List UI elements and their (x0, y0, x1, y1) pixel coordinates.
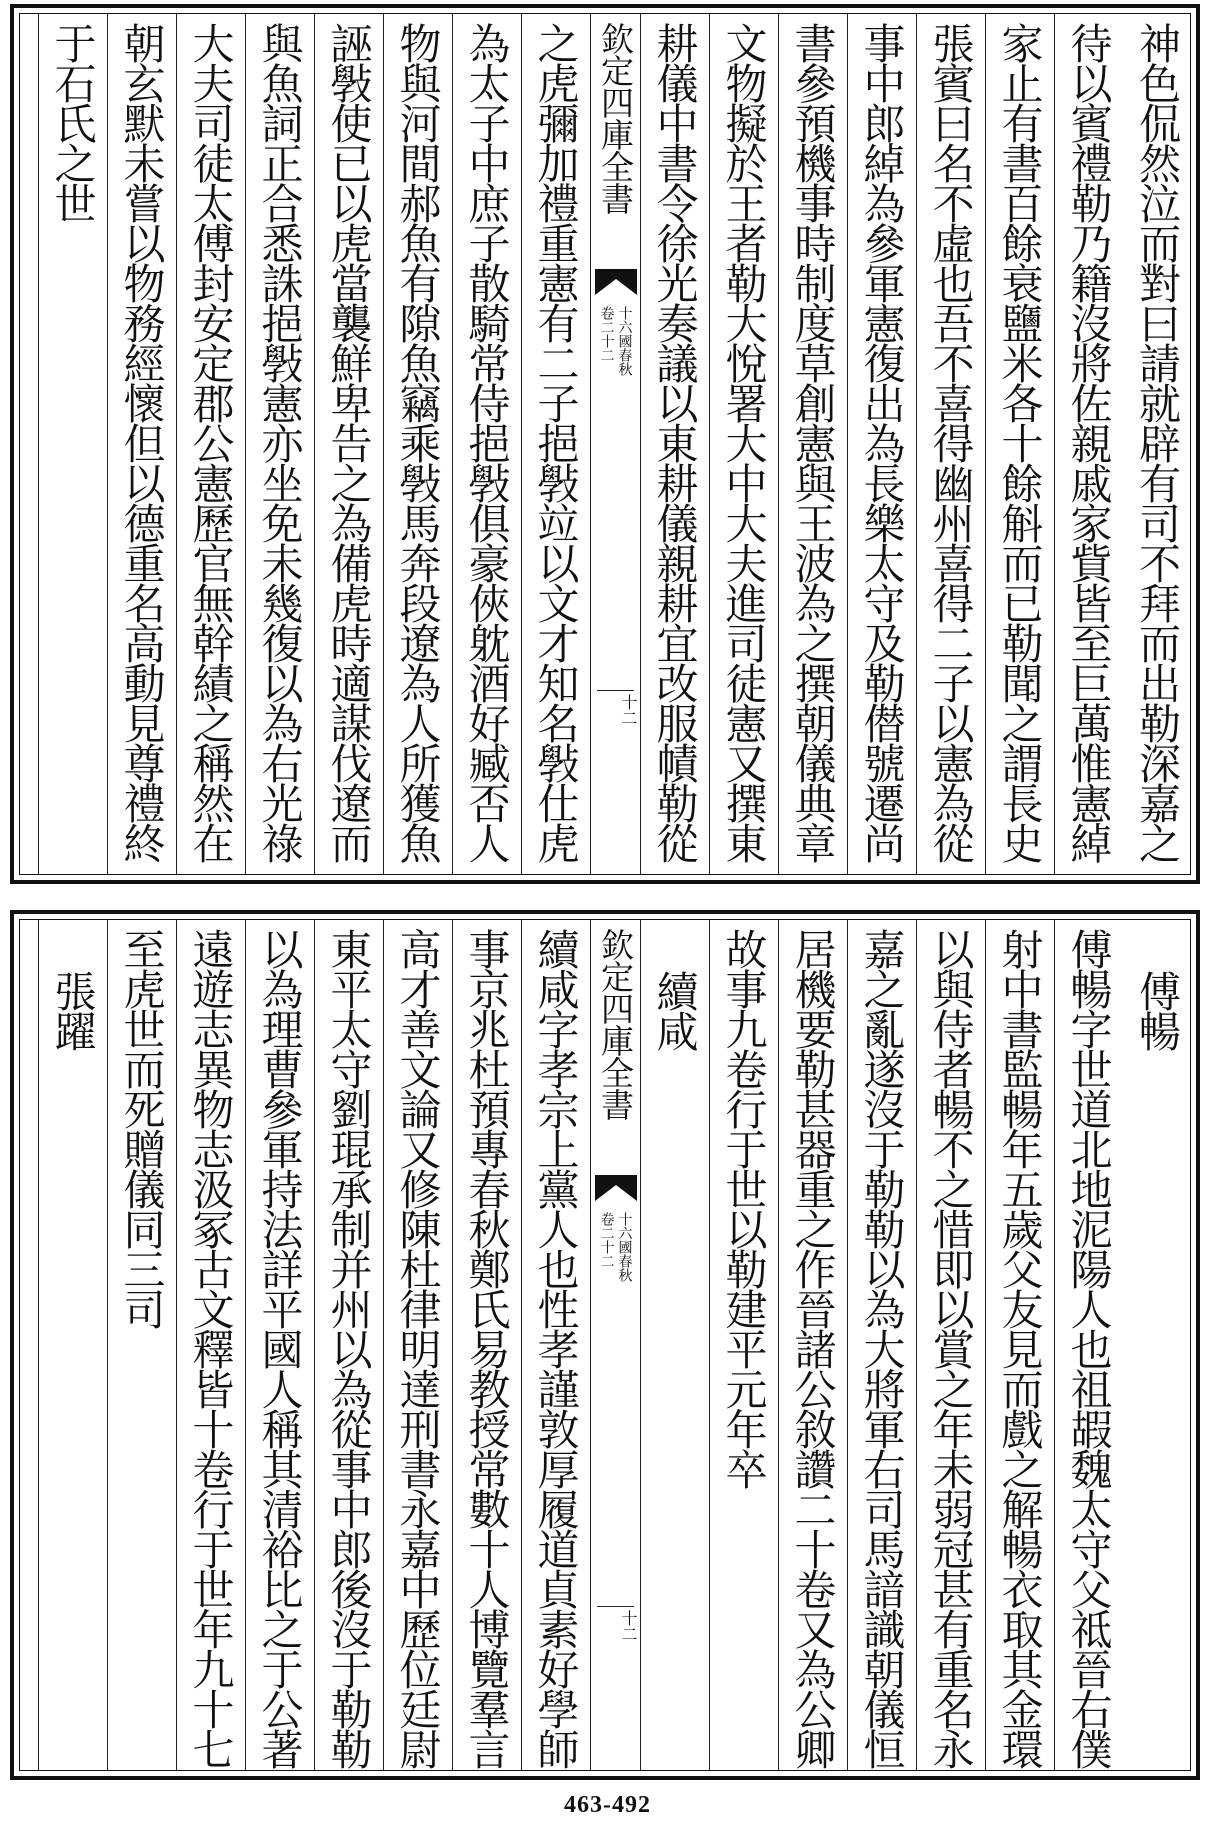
center-spine (590, 14, 640, 874)
folio-divider (597, 690, 634, 691)
text-column: 為太子中庶子散騎常侍挹斅俱豪俠躭酒好臧否人 (452, 14, 521, 874)
text-column: 與魚詞正合悉誅挹斅憲亦坐免未幾復以為右光祿 (245, 14, 314, 874)
book-title: 十六國春秋 (616, 306, 633, 376)
text-column: 誣斅使已以虎當襲鮮卑告之為備虎時適謀伐遼而 (314, 14, 383, 874)
text-column: 以與侍者暢不之惜即以賞之年未弱冠甚有重名永 (916, 920, 985, 1770)
library-title: 欽定四庫全書 (596, 22, 635, 214)
folio-number: 十二 (619, 694, 638, 726)
section-heading: 張躍 (38, 920, 107, 1770)
text-column: 待以賓禮勒乃籍沒將佐親戚家貲皆至巨萬惟憲綽 (1054, 14, 1123, 874)
text-column: 物與河間郝魚有隙魚竊乘斅馬奔段遼為人所獲魚 (383, 14, 452, 874)
fish-tail-ornament-icon (595, 1175, 637, 1201)
text-column: 耕儀中書令徐光奏議以東耕儀親耕宜改服幘勒從 (640, 14, 709, 874)
text-column: 居機要勒甚器重之作晉諸公敘讚二十卷又為公卿 (778, 920, 847, 1770)
volume-label: 卷二十二 (598, 1212, 615, 1268)
text-column: 射中書監暢年五歲父友見而戲之解暢衣取其金環 (985, 920, 1054, 1770)
text-column: 遠遊志異物志汲冢古文釋皆十卷行于世年九十七 (176, 920, 245, 1770)
section-heading: 傅暢 (1133, 970, 1182, 1050)
top-page-frame (19, 13, 1191, 875)
book-subtitle (594, 1212, 637, 1282)
text-column: 以為理曹參軍持法詳平國人稱其清裕比之于公著 (245, 920, 314, 1770)
bottom-page (10, 910, 1200, 1780)
top-page (10, 4, 1200, 884)
text-column: 東平太守劉琨承制并州以為從事中郎後沒于勒勒 (314, 920, 383, 1770)
text-column: 高才善文論又修陳杜律明達刑書永嘉中歷位廷尉 (383, 920, 452, 1770)
text-column: 故事九卷行于世以勒建平元年卒 (709, 920, 778, 1770)
library-title: 欽定四庫全書 (596, 928, 635, 1120)
text-column: 大夫司徒太傅封安定郡公憲歷官無幹績之稱然在 (176, 14, 245, 874)
text-column: 書參預機事時制度草創憲與王波為之撰朝儀典章 (778, 14, 847, 874)
book-subtitle (594, 306, 637, 376)
text-column: 至虎世而死贈儀同三司 (107, 920, 176, 1770)
volume-label: 卷二十二 (598, 306, 615, 362)
folio-number: 十二 (619, 1610, 638, 1642)
text-column: 神色侃然泣而對曰請就辟有司不拜而出勒深嘉之 (1133, 22, 1182, 862)
book-title: 十六國春秋 (616, 1212, 633, 1282)
text-column: 嘉之亂遂沒于勒勒以為大將軍右司馬諳識朝儀恒 (847, 920, 916, 1770)
text-column: 文物擬於王者勒大悅署大中大夫進司徒憲又撰東 (709, 14, 778, 874)
text-column: 之虎彌加禮重憲有二子挹斅竝以文才知名斅仕虎 (521, 14, 590, 874)
page-number: 463-492 (564, 1792, 651, 1818)
bottom-page-frame (19, 919, 1191, 1771)
text-column: 事中郎綽為參軍憲復出為長樂太守及勒僣號遷尚 (847, 14, 916, 874)
folio-divider (597, 1606, 634, 1607)
section-heading: 續咸 (640, 920, 709, 1770)
text-column: 傅暢字世道北地泥陽人也祖嘏魏太守父祗晉右僕 (1054, 920, 1123, 1770)
text-column: 家止有書百餘衰鹽米各十餘斛而已勒聞之謂長史 (985, 14, 1054, 874)
text-column: 于石氏之世 (38, 14, 107, 874)
fish-tail-ornament-icon (595, 269, 637, 295)
center-spine (590, 920, 640, 1770)
text-column: 朝玄默未嘗以物務經懷但以德重名高動見尊禮終 (107, 14, 176, 874)
text-column: 事京兆杜預專春秋鄭氏易教授常數十人博覽羣言 (452, 920, 521, 1770)
text-column: 張賓曰名不虛也吾不喜得幽州喜得二子以憲為從 (916, 14, 985, 874)
text-column: 續咸字孝宗上黨人也性孝謹敦厚履道貞素好學師 (521, 920, 590, 1770)
